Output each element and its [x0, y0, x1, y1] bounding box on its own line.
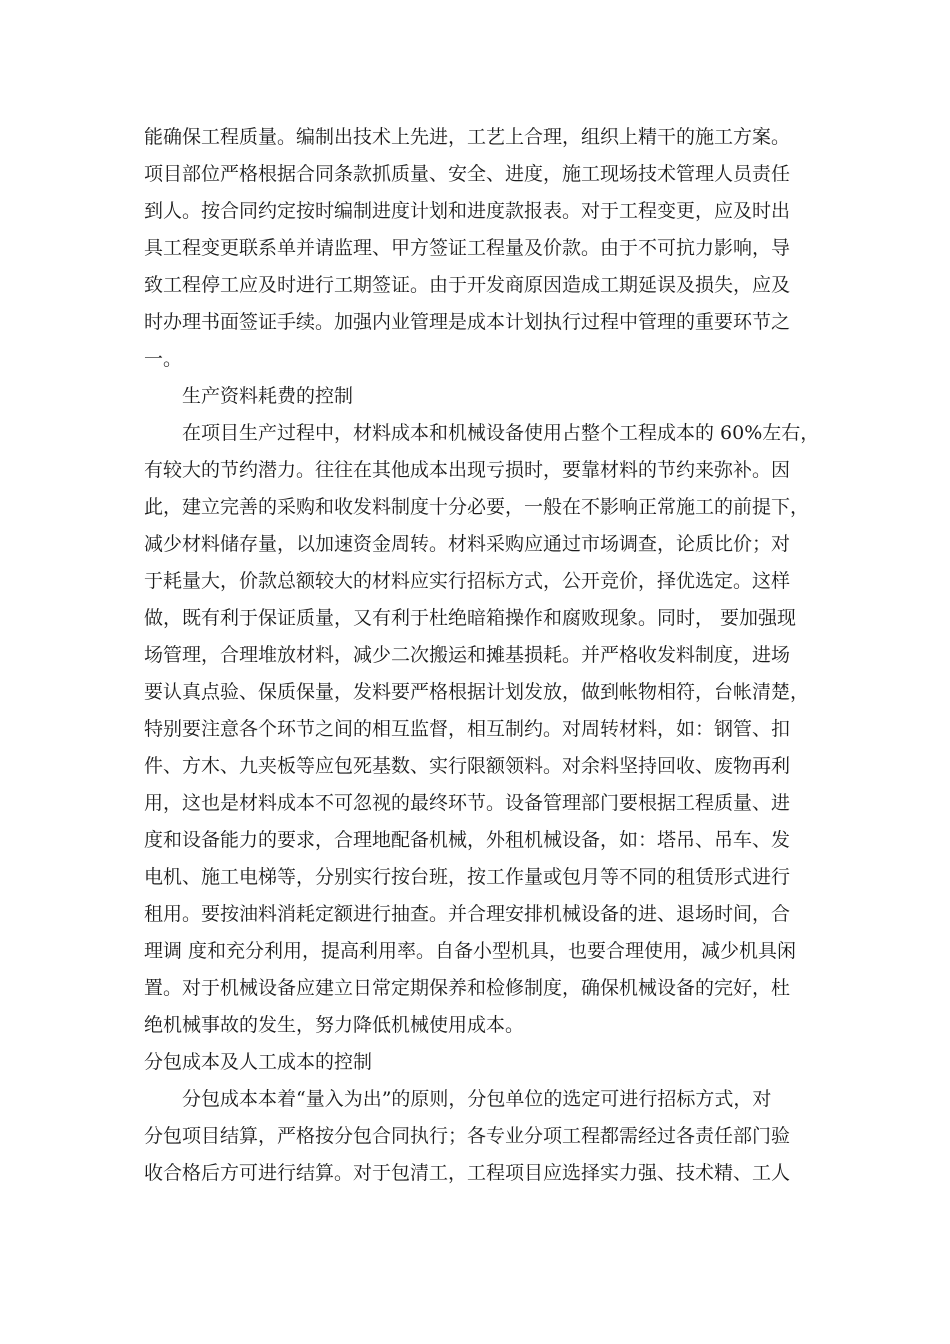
paragraph-line: 电机、施工电梯等，分别实行按台班，按工作量或包月等不同的租赁形式进行: [144, 866, 791, 888]
paragraph-line: 致工程停工应及时进行工期签证。由于开发商原因造成工期延误及损失，应及: [144, 274, 791, 296]
section-heading: 分包成本及人工成本的控制: [144, 1051, 373, 1073]
paragraph-line: 件、方木、九夹板等应包死基数、实行限额领料。对余料坚持回收、废物再利: [144, 755, 791, 777]
paragraph-line: 做，既有利于保证质量，又有利于杜绝暗箱操作和腐败现象。同时， 要加强现: [144, 607, 797, 629]
paragraph-line: 于耗量大，价款总额较大的材料应实行招标方式，公开竞价，择优选定。这样: [144, 570, 791, 592]
paragraph-line: 此，建立完善的采购和收发料制度十分必要，一般在不影响正常施工的前提下，: [144, 496, 810, 518]
paragraph-line: 特别要注意各个环节之间的相互监督，相互制约。对周转材料，如：钢管、扣: [144, 718, 791, 740]
paragraph-line: 能确保工程质量。编制出技术上先进，工艺上合理，组织上精干的施工方案。: [144, 126, 791, 148]
paragraph-line: 理调 度和充分利用，提高利用率。自备小型机具，也要合理使用，减少机具闲: [144, 940, 797, 962]
paragraph-line: 项目部位严格根据合同条款抓质量、安全、进度，施工现场技术管理人员责任: [144, 163, 791, 185]
paragraph-line: 具工程变更联系单并请监理、甲方签证工程量及价款。由于不可抗力影响，导: [144, 237, 791, 259]
paragraph-line: 收合格后方可进行结算。对于包清工，工程项目应选择实力强、技术精、工人: [144, 1162, 791, 1184]
paragraph-line: 度和设备能力的要求，合理地配备机械，外租机械设备，如：塔吊、吊车、发: [144, 829, 791, 851]
paragraph-line: 分包项目结算，严格按分包合同执行；各专业分项工程都需经过各责任部门验: [144, 1125, 791, 1147]
paragraph-line: 有较大的节约潜力。往往在其他成本出现亏损时，要靠材料的节约来弥补。因: [144, 459, 791, 481]
paragraph-line: 在项目生产过程中，材料成本和机械设备使用占整个工程成本的 60%左右，: [182, 422, 820, 444]
paragraph-line: 要认真点验、保质保量，发料要严格根据计划发放，做到帐物相符，台帐清楚，: [144, 681, 810, 703]
paragraph-line: 一。: [144, 348, 183, 370]
paragraph-line: 租用。要按油料消耗定额进行抽查。并合理安排机械设备的进、退场时间，合: [144, 903, 791, 925]
paragraph-line: 绝机械事故的发生，努力降低机械使用成本。: [144, 1014, 525, 1036]
paragraph-line: 减少材料储存量，以加速资金周转。材料采购应通过市场调查，论质比价；对: [144, 533, 791, 555]
section-heading: 生产资料耗费的控制: [182, 385, 354, 407]
paragraph-line: 场管理，合理堆放材料，减少二次搬运和摊基损耗。并严格收发料制度，进场: [144, 644, 791, 666]
paragraph-line: 时办理书面签证手续。加强内业管理是成本计划执行过程中管理的重要环节之: [144, 311, 791, 333]
paragraph-line: 置。对于机械设备应建立日常定期保养和检修制度，确保机械设备的完好，杜: [144, 977, 791, 999]
paragraph-line: 分包成本本着“量入为出”的原则，分包单位的选定可进行招标方式，对: [182, 1088, 772, 1110]
paragraph-line: 用，这也是材料成本不可忽视的最终环节。设备管理部门要根据工程质量、进: [144, 792, 791, 814]
paragraph-line: 到人。按合同约定按时编制进度计划和进度款报表。对于工程变更，应及时出: [144, 200, 791, 222]
